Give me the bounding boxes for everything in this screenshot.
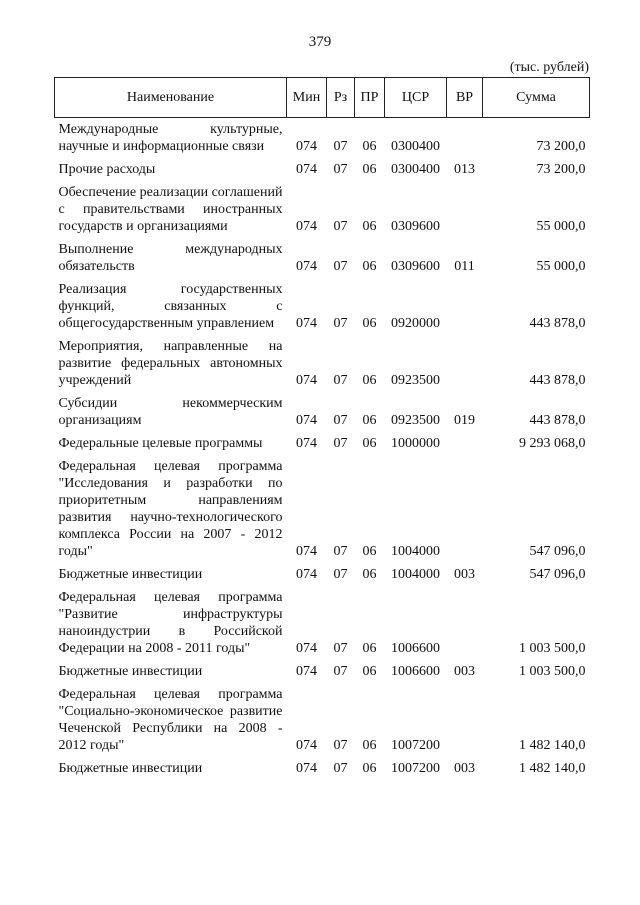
cell-rz: 07	[333, 664, 348, 679]
cell-sum: 443 878,0	[529, 316, 586, 331]
table-row	[55, 389, 590, 429]
cell-min: 074	[296, 139, 317, 154]
cell-csr: 0309600	[391, 219, 440, 234]
table-body	[55, 118, 590, 778]
cell-min: 074	[296, 761, 317, 776]
cell-csr: 0309600	[391, 259, 440, 274]
cell-rz: 07	[333, 436, 348, 451]
cell-csr: 1004000	[391, 567, 440, 582]
cell-pr: 06	[362, 219, 377, 234]
cell-rz: 07	[333, 413, 348, 428]
cell-pr: 06	[362, 436, 377, 451]
cell-sum: 443 878,0	[529, 373, 586, 388]
cell-min: 074	[296, 544, 317, 559]
cell-sum: 1 482 140,0	[519, 761, 586, 776]
cell-vr	[447, 583, 483, 657]
cell-csr: 1006600	[391, 641, 440, 656]
table-row	[55, 452, 590, 560]
header-name: Наименование	[55, 78, 287, 118]
cell-rz: 07	[333, 219, 348, 234]
cell-min: 074	[296, 641, 317, 656]
table-row	[55, 754, 590, 777]
cell-name: Бюджетные инвестиции	[58, 664, 203, 679]
cell-vr	[447, 275, 483, 332]
cell-pr: 06	[362, 567, 377, 582]
table-header	[55, 78, 590, 118]
cell-name: Федеральная целевая программа "Развитие инфраструктуры наноиндустрии в Российской Федерации на 2008 - 2011 годы"	[58, 590, 283, 656]
cell-vr: 003	[454, 664, 475, 679]
cell-name: Федеральная целевая программа "Исследования и разработки по приоритетным направлениям развития научно-технологического комплекса России на 2007 - 2012 годы"	[58, 459, 283, 559]
table-row	[55, 155, 590, 178]
cell-pr: 06	[362, 316, 377, 331]
cell-rz: 07	[333, 162, 348, 177]
cell-rz: 07	[333, 544, 348, 559]
cell-name: Прочие расходы	[58, 162, 156, 177]
table-row	[55, 332, 590, 389]
units-label: (тыс. рублей)	[509, 60, 589, 75]
header-csr: ЦСР	[385, 78, 447, 118]
cell-pr: 06	[362, 162, 377, 177]
table-row	[55, 275, 590, 332]
cell-min: 074	[296, 162, 317, 177]
cell-sum: 9 293 068,0	[519, 436, 586, 451]
cell-min: 074	[296, 738, 317, 753]
cell-rz: 07	[333, 738, 348, 753]
cell-name: Федеральная целевая программа "Социально-экономическое развитие Чеченской Республики на 2008 - 2012 годы"	[58, 687, 283, 753]
cell-name: Выполнение международных обязательств	[58, 242, 283, 274]
cell-rz: 07	[333, 373, 348, 388]
cell-pr: 06	[362, 544, 377, 559]
cell-csr: 1007200	[391, 761, 440, 776]
cell-csr: 1006600	[391, 664, 440, 679]
cell-csr: 0300400	[391, 162, 440, 177]
cell-min: 074	[296, 219, 317, 234]
header-min: Мин	[287, 78, 327, 118]
cell-pr: 06	[362, 139, 377, 154]
table-row	[55, 235, 590, 275]
cell-pr: 06	[362, 259, 377, 274]
cell-sum: 443 878,0	[529, 413, 586, 428]
table-row	[55, 118, 590, 156]
cell-sum: 547 096,0	[529, 567, 586, 582]
cell-vr: 003	[454, 761, 475, 776]
cell-min: 074	[296, 373, 317, 388]
cell-name: Федеральные целевые программы	[58, 436, 263, 451]
cell-pr: 06	[362, 373, 377, 388]
cell-name: Бюджетные инвестиции	[58, 567, 203, 582]
header-rz: Рз	[327, 78, 355, 118]
cell-vr	[447, 332, 483, 389]
cell-rz: 07	[333, 641, 348, 656]
cell-csr: 0923500	[391, 373, 440, 388]
cell-name: Международные культурные, научные и информационные связи	[58, 122, 283, 154]
table-row	[55, 560, 590, 583]
header-vr: ВР	[447, 78, 483, 118]
cell-csr: 1007200	[391, 738, 440, 753]
cell-rz: 07	[333, 139, 348, 154]
cell-min: 074	[296, 567, 317, 582]
cell-csr: 0923500	[391, 413, 440, 428]
cell-pr: 06	[362, 664, 377, 679]
cell-rz: 07	[333, 316, 348, 331]
cell-name: Бюджетные инвестиции	[58, 761, 203, 776]
table-row	[55, 680, 590, 754]
cell-vr	[447, 429, 483, 452]
cell-min: 074	[296, 664, 317, 679]
table-row	[55, 178, 590, 235]
table-row	[55, 657, 590, 680]
cell-sum: 1 003 500,0	[519, 641, 586, 656]
cell-name: Субсидии некоммерческим организациям	[58, 396, 283, 428]
cell-name: Обеспечение реализации соглашений с правительствами иностранных государств и организациями	[58, 185, 283, 234]
cell-csr: 1000000	[391, 436, 440, 451]
cell-vr: 011	[454, 259, 475, 274]
page-number: 379	[308, 34, 332, 50]
cell-pr: 06	[362, 738, 377, 753]
cell-min: 074	[296, 316, 317, 331]
cell-vr	[447, 178, 483, 235]
cell-sum: 547 096,0	[529, 544, 586, 559]
cell-sum: 55 000,0	[536, 219, 586, 234]
cell-rz: 07	[333, 259, 348, 274]
cell-vr: 003	[454, 567, 475, 582]
cell-csr: 0920000	[391, 316, 440, 331]
cell-rz: 07	[333, 567, 348, 582]
cell-sum: 55 000,0	[536, 259, 586, 274]
cell-sum: 1 482 140,0	[519, 738, 586, 753]
cell-sum: 73 200,0	[536, 139, 586, 154]
cell-sum: 73 200,0	[536, 162, 586, 177]
budget-table	[54, 77, 590, 777]
cell-rz: 07	[333, 761, 348, 776]
cell-vr: 013	[454, 162, 475, 177]
cell-vr	[447, 118, 483, 156]
header-pr: ПР	[355, 78, 385, 118]
table-row	[55, 429, 590, 452]
table-row	[55, 583, 590, 657]
cell-csr: 1004000	[391, 544, 440, 559]
cell-min: 074	[296, 413, 317, 428]
cell-vr: 019	[454, 413, 475, 428]
cell-name: Мероприятия, направленные на развитие федеральных автономных учреждений	[58, 339, 283, 388]
cell-name: Реализация государственных функций, связанных с общегосударственным управлением	[58, 282, 283, 331]
cell-min: 074	[296, 259, 317, 274]
cell-min: 074	[296, 436, 317, 451]
header-sum: Сумма	[483, 78, 590, 118]
cell-vr	[447, 452, 483, 560]
cell-pr: 06	[362, 761, 377, 776]
cell-sum: 1 003 500,0	[519, 664, 586, 679]
cell-vr	[447, 680, 483, 754]
cell-pr: 06	[362, 413, 377, 428]
cell-pr: 06	[362, 641, 377, 656]
cell-csr: 0300400	[391, 139, 440, 154]
